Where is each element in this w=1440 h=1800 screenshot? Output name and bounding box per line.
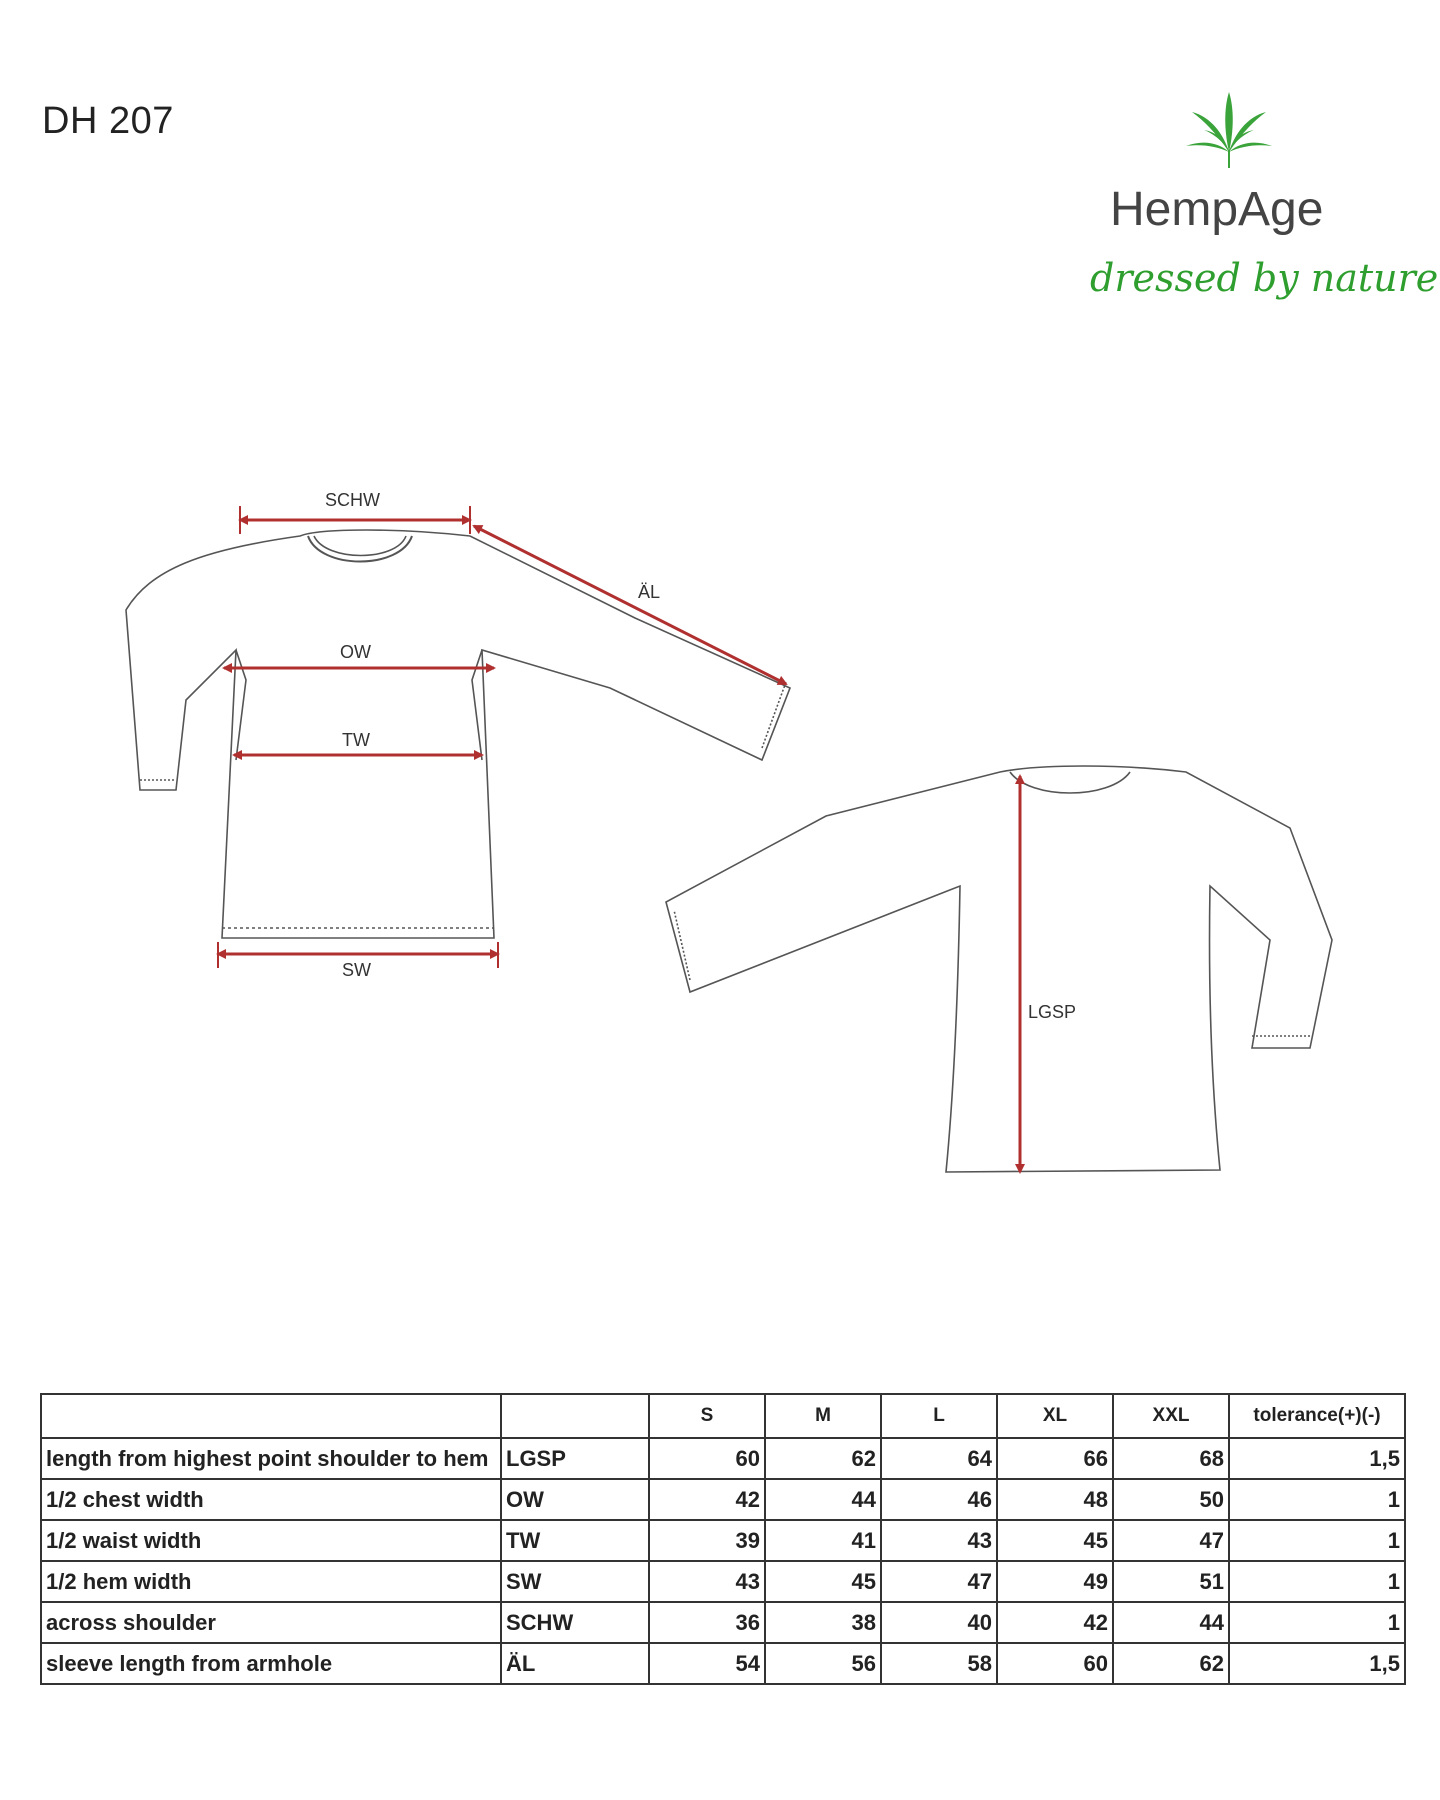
size-table-header — [41, 1394, 1405, 1438]
row-abbr: ÄL — [501, 1643, 649, 1684]
cell-xl: 42 — [997, 1602, 1113, 1643]
cell-l: 47 — [881, 1561, 997, 1602]
label-ow: OW — [340, 642, 371, 662]
table-row — [41, 1561, 1405, 1602]
header-abbr — [501, 1394, 649, 1438]
cell-xl: 49 — [997, 1561, 1113, 1602]
cell-m: 44 — [765, 1479, 881, 1520]
row-abbr: TW — [501, 1520, 649, 1561]
label-tw: TW — [342, 730, 370, 750]
cell-s: 43 — [649, 1561, 765, 1602]
brand-name: HempAge — [1110, 183, 1324, 236]
header-size-l: L — [881, 1394, 997, 1438]
cell-l: 40 — [881, 1602, 997, 1643]
row-description: 1/2 chest width — [41, 1479, 501, 1520]
cell-l: 43 — [881, 1520, 997, 1561]
cell-xxl: 68 — [1113, 1438, 1229, 1479]
cell-xl: 45 — [997, 1520, 1113, 1561]
row-abbr: SCHW — [501, 1602, 649, 1643]
cell-m: 38 — [765, 1602, 881, 1643]
brand-logo — [1090, 90, 1439, 330]
table-row — [41, 1520, 1405, 1561]
row-description: across shoulder — [41, 1602, 501, 1643]
cell-tolerance: 1 — [1229, 1602, 1405, 1643]
front-view-shirt — [126, 530, 790, 938]
cell-tolerance: 1 — [1229, 1520, 1405, 1561]
cell-s: 60 — [649, 1438, 765, 1479]
cell-xxl: 50 — [1113, 1479, 1229, 1520]
cell-tolerance: 1,5 — [1229, 1643, 1405, 1684]
row-description: sleeve length from armhole — [41, 1643, 501, 1684]
header-size-xxl: XXL — [1113, 1394, 1229, 1438]
garment-technical-drawing — [0, 470, 1440, 1190]
label-schw: SCHW — [325, 490, 380, 510]
cell-m: 45 — [765, 1561, 881, 1602]
label-sw: SW — [342, 960, 371, 980]
arrow-al — [474, 526, 786, 684]
header-size-m: M — [765, 1394, 881, 1438]
cell-xxl: 44 — [1113, 1602, 1229, 1643]
cell-tolerance: 1 — [1229, 1561, 1405, 1602]
table-row — [41, 1479, 1405, 1520]
size-table — [40, 1393, 1406, 1685]
cell-tolerance: 1,5 — [1229, 1438, 1405, 1479]
label-al: ÄL — [638, 582, 661, 602]
cell-xl: 66 — [997, 1438, 1113, 1479]
cell-xxl: 62 — [1113, 1643, 1229, 1684]
cell-s: 42 — [649, 1479, 765, 1520]
cell-xl: 48 — [997, 1479, 1113, 1520]
header-size-xl: XL — [997, 1394, 1113, 1438]
cell-xxl: 47 — [1113, 1520, 1229, 1561]
back-view-shirt — [666, 766, 1332, 1172]
product-code: DH 207 — [42, 100, 174, 142]
measurement-arrows — [218, 506, 1020, 1172]
cell-l: 64 — [881, 1438, 997, 1479]
cell-m: 56 — [765, 1643, 881, 1684]
row-description: length from highest point shoulder to hem — [41, 1438, 501, 1479]
table-row — [41, 1438, 1405, 1479]
row-abbr: LGSP — [501, 1438, 649, 1479]
table-row — [41, 1643, 1405, 1684]
cell-l: 58 — [881, 1643, 997, 1684]
cell-l: 46 — [881, 1479, 997, 1520]
cell-xl: 60 — [997, 1643, 1113, 1684]
header-tolerance: tolerance(+)(-) — [1229, 1394, 1405, 1438]
cell-s: 39 — [649, 1520, 765, 1561]
cell-s: 54 — [649, 1643, 765, 1684]
cell-xxl: 51 — [1113, 1561, 1229, 1602]
row-description: 1/2 waist width — [41, 1520, 501, 1561]
cell-s: 36 — [649, 1602, 765, 1643]
cell-tolerance: 1 — [1229, 1479, 1405, 1520]
hemp-leaf-icon — [1184, 90, 1274, 170]
row-abbr: OW — [501, 1479, 649, 1520]
brand-tagline: dressed by nature — [1090, 256, 1439, 300]
label-lgsp: LGSP — [1028, 1002, 1077, 1022]
header-size-s: S — [649, 1394, 765, 1438]
header-description — [41, 1394, 501, 1438]
cell-m: 62 — [765, 1438, 881, 1479]
row-description: 1/2 hem width — [41, 1561, 501, 1602]
row-abbr: SW — [501, 1561, 649, 1602]
table-row — [41, 1602, 1405, 1643]
cell-m: 41 — [765, 1520, 881, 1561]
